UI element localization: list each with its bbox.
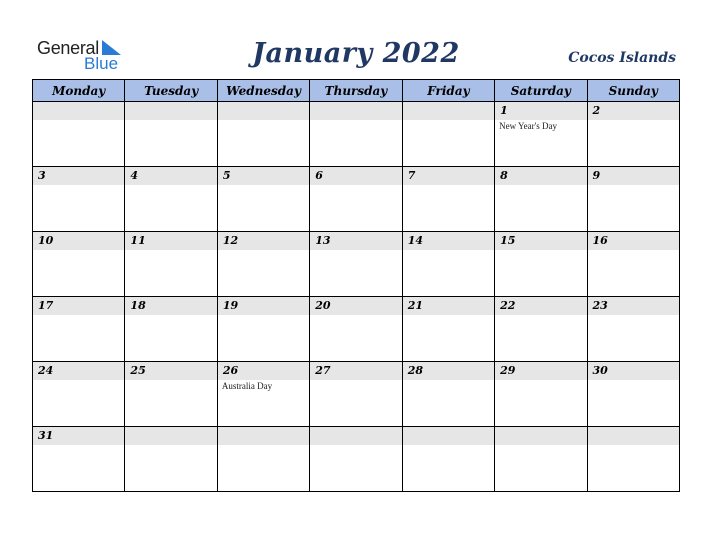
day-number-bar	[588, 297, 679, 315]
day-cell	[217, 167, 309, 232]
day-number: 1	[500, 104, 508, 117]
day-cell	[125, 427, 217, 492]
day-cell	[402, 362, 494, 427]
day-number-bar	[310, 102, 401, 120]
day-cell	[587, 427, 679, 492]
day-number: 14	[407, 234, 423, 247]
day-number-bar	[218, 232, 309, 250]
day-cell	[495, 297, 587, 362]
day-cell	[310, 427, 402, 492]
day-number-bar	[125, 167, 216, 185]
day-number-bar	[403, 232, 494, 250]
day-number: 6	[315, 169, 323, 182]
calendar-grid	[32, 79, 680, 492]
weekday-header: Thursday	[310, 80, 402, 102]
day-number-bar	[33, 232, 124, 250]
day-number: 23	[592, 299, 608, 312]
day-cell	[217, 362, 309, 427]
day-number-bar	[588, 427, 679, 445]
logo-text-general: General	[37, 38, 99, 58]
day-number: 8	[500, 169, 508, 182]
day-number-bar	[33, 102, 124, 120]
day-cell	[587, 232, 679, 297]
holiday-label: Australia Day	[221, 381, 273, 391]
day-number-bar	[495, 362, 586, 380]
weekday-header: Monday	[33, 80, 125, 102]
day-cell	[310, 167, 402, 232]
day-cell	[217, 102, 309, 167]
weekday-header-row	[33, 80, 680, 102]
day-number-bar	[310, 167, 401, 185]
logo-text-blue: Blue	[84, 54, 119, 73]
day-cell	[125, 167, 217, 232]
day-cell	[587, 297, 679, 362]
day-number: 15	[500, 234, 516, 247]
week-row	[33, 102, 680, 167]
day-cell	[495, 427, 587, 492]
day-number: 31	[38, 429, 54, 442]
day-number-bar	[495, 297, 586, 315]
day-number: 7	[407, 169, 416, 182]
day-number: 12	[222, 234, 239, 247]
day-number: 25	[130, 364, 146, 377]
day-number-bar	[588, 102, 679, 120]
day-cell	[310, 297, 402, 362]
day-number-bar	[495, 427, 586, 445]
day-number-bar	[310, 427, 401, 445]
day-cell	[33, 297, 125, 362]
day-number-bar	[310, 232, 401, 250]
day-cell	[402, 427, 494, 492]
day-number-bar	[125, 102, 216, 120]
day-number: 16	[592, 234, 608, 247]
day-cell	[495, 362, 587, 427]
day-number: 10	[38, 234, 54, 247]
day-cell	[495, 232, 587, 297]
day-number: 20	[315, 299, 331, 312]
day-cell	[587, 167, 679, 232]
day-cell	[125, 362, 217, 427]
day-number-bar	[310, 362, 401, 380]
day-number: 21	[407, 299, 423, 312]
day-number-bar	[218, 427, 309, 445]
day-number-bar	[588, 167, 679, 185]
day-cell	[33, 427, 125, 492]
day-number-bar	[495, 102, 586, 120]
day-number-bar	[495, 167, 586, 185]
day-cell	[402, 102, 494, 167]
day-number: 28	[407, 364, 423, 377]
day-number-bar	[218, 167, 309, 185]
day-number-bar	[403, 167, 494, 185]
day-number-bar	[218, 297, 309, 315]
day-number-bar	[588, 232, 679, 250]
day-number: 18	[130, 299, 146, 312]
day-number-bar	[33, 297, 124, 315]
day-number-bar	[310, 297, 401, 315]
day-number: 17	[38, 299, 54, 312]
week-row	[33, 362, 680, 427]
weekday-header: Saturday	[495, 80, 587, 102]
day-cell	[310, 232, 402, 297]
day-number-bar	[125, 232, 216, 250]
day-cell	[587, 102, 679, 167]
week-row	[33, 232, 680, 297]
region-name: Cocos Islands	[568, 50, 676, 66]
day-cell	[125, 102, 217, 167]
day-number-bar	[125, 297, 216, 315]
day-number-bar	[495, 232, 586, 250]
day-number: 27	[315, 364, 331, 377]
day-cell	[125, 232, 217, 297]
day-number: 24	[38, 364, 54, 377]
day-number-bar	[403, 362, 494, 380]
day-number: 9	[592, 169, 601, 182]
day-cell	[587, 362, 679, 427]
day-number-bar	[125, 427, 216, 445]
day-number: 4	[130, 169, 139, 182]
day-number: 22	[500, 299, 516, 312]
weekday-header: Sunday	[587, 80, 679, 102]
day-number-bar	[33, 362, 124, 380]
day-cell	[33, 167, 125, 232]
day-number: 30	[592, 364, 608, 377]
day-cell	[33, 362, 125, 427]
day-cell	[33, 102, 125, 167]
day-number: 13	[315, 234, 331, 247]
day-number: 2	[592, 104, 601, 117]
calendar-title: January 2022	[252, 38, 460, 69]
day-number: 11	[130, 234, 146, 247]
weekday-header: Tuesday	[125, 80, 217, 102]
day-cell	[33, 232, 125, 297]
day-cell	[402, 232, 494, 297]
weekday-header: Wednesday	[217, 80, 309, 102]
day-cell	[310, 102, 402, 167]
day-number: 26	[222, 364, 239, 377]
holiday-label: New Year's Day	[499, 121, 557, 131]
day-cell	[495, 167, 587, 232]
day-cell	[217, 232, 309, 297]
day-cell	[125, 297, 217, 362]
day-number: 5	[222, 169, 231, 182]
day-number-bar	[33, 427, 124, 445]
day-number-bar	[588, 362, 679, 380]
day-number: 29	[500, 364, 516, 377]
day-number-bar	[403, 102, 494, 120]
day-number: 3	[38, 169, 46, 182]
day-cell	[402, 297, 494, 362]
day-number-bar	[33, 167, 124, 185]
day-number-bar	[125, 362, 216, 380]
week-row	[33, 297, 680, 362]
day-number-bar	[218, 102, 309, 120]
week-row	[33, 427, 680, 492]
week-row	[33, 167, 680, 232]
day-cell	[217, 297, 309, 362]
day-cell	[495, 102, 587, 167]
day-number-bar	[218, 362, 309, 380]
day-cell	[310, 362, 402, 427]
day-number-bar	[403, 427, 494, 445]
day-number: 19	[222, 299, 239, 312]
day-number-bar	[403, 297, 494, 315]
weekday-header: Friday	[402, 80, 494, 102]
day-cell	[402, 167, 494, 232]
day-cell	[217, 427, 309, 492]
